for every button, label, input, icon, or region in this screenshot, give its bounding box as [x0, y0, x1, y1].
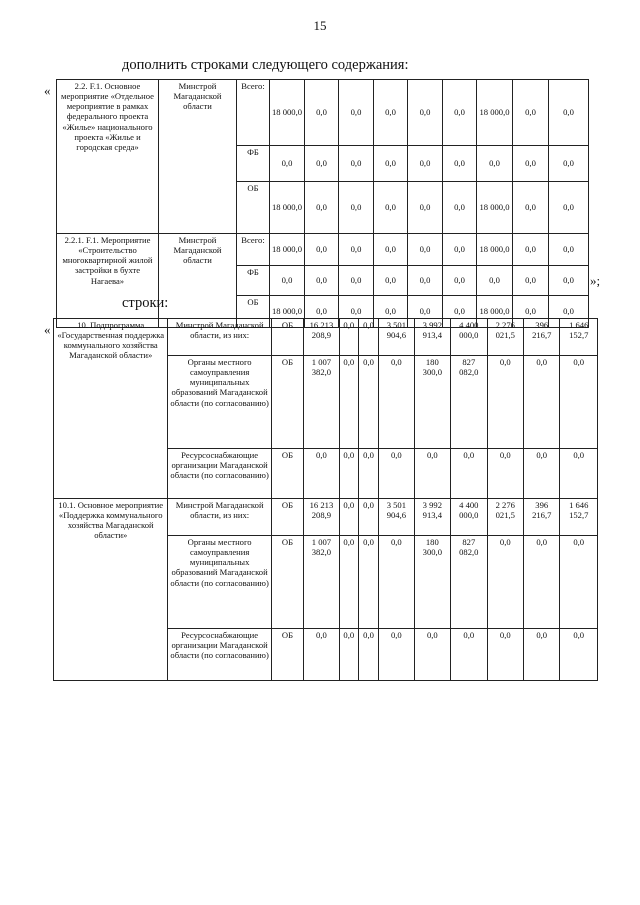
value-cell: 3 992 913,4: [414, 499, 450, 536]
value-cell: 180 300,0: [414, 536, 450, 629]
value-cell: 3 501 904,6: [379, 319, 414, 356]
value-cell: 0,0: [305, 146, 339, 182]
value-cell: 1 646 152,7: [560, 319, 598, 356]
value-cell: 396 216,7: [524, 319, 560, 356]
executor-cell: Органы местного самоуправления муниципальных образований Магаданской области (по согласованию): [168, 536, 271, 629]
value-cell: 0,0: [513, 146, 549, 182]
quote-open-2: «: [44, 322, 51, 337]
value-cell: 0,0: [560, 449, 598, 499]
value-cell: 4 400 000,0: [451, 499, 487, 536]
value-cell: 0,0: [339, 80, 374, 146]
value-cell: 0,0: [358, 356, 378, 449]
value-cell: 0,0: [339, 499, 358, 536]
value-cell: 0,0: [443, 182, 477, 234]
value-cell: 0,0: [408, 182, 443, 234]
value-cell: 16 213 208,9: [304, 499, 339, 536]
value-cell: 0,0: [513, 234, 549, 266]
value-cell: 0,0: [339, 356, 358, 449]
funding-source-cell: Всего:: [237, 80, 270, 146]
value-cell: 1 007 382,0: [304, 356, 339, 449]
value-cell: 0,0: [270, 266, 305, 296]
value-cell: 18 000,0: [477, 296, 513, 328]
value-cell: 1 007 382,0: [304, 536, 339, 629]
funding-source-cell: ОБ: [271, 629, 303, 681]
value-cell: 0,0: [339, 266, 374, 296]
value-cell: 0,0: [305, 234, 339, 266]
value-cell: 0,0: [339, 629, 358, 681]
value-cell: 16 213 208,9: [304, 319, 339, 356]
value-cell: 0,0: [513, 182, 549, 234]
value-cell: 180 300,0: [414, 356, 450, 449]
table-1-body: [57, 80, 589, 328]
funding-source-cell: ФБ: [237, 266, 270, 296]
value-cell: 0,0: [379, 536, 414, 629]
value-cell: 0,0: [339, 449, 358, 499]
value-cell: 0,0: [560, 629, 598, 681]
value-cell: 0,0: [443, 266, 477, 296]
table-1: [56, 79, 589, 328]
value-cell: 3 992 913,4: [414, 319, 450, 356]
value-cell: 0,0: [408, 234, 443, 266]
funding-source-cell: ОБ: [237, 296, 270, 328]
value-cell: 0,0: [513, 296, 549, 328]
value-cell: 0,0: [339, 536, 358, 629]
value-cell: 0,0: [443, 146, 477, 182]
table-row: [54, 499, 598, 536]
value-cell: 0,0: [451, 629, 487, 681]
value-cell: 0,0: [408, 266, 443, 296]
value-cell: 0,0: [487, 449, 523, 499]
value-cell: 0,0: [358, 449, 378, 499]
executor-cell: Органы местного самоуправления муниципальных образований Магаданской области (по согласованию): [168, 356, 271, 449]
value-cell: 827 082,0: [451, 536, 487, 629]
table-row: [57, 80, 589, 146]
value-cell: 0,0: [358, 319, 378, 356]
value-cell: 0,0: [339, 319, 358, 356]
measure-name-cell: 2.2.1. F.1. Мероприятие «Строительство многоквартирной жилой застройки в бухте Нагаева»: [57, 234, 159, 328]
value-cell: 0,0: [339, 234, 374, 266]
program-name-cell: 10.1. Основное мероприятие «Поддержка коммунального хозяйства Магаданской области»: [54, 499, 168, 681]
value-cell: 0,0: [374, 146, 408, 182]
value-cell: 18 000,0: [477, 234, 513, 266]
value-cell: 0,0: [379, 449, 414, 499]
value-cell: 18 000,0: [270, 80, 305, 146]
value-cell: 0,0: [524, 449, 560, 499]
measure-name-cell: 2.2. F.1. Основное мероприятие «Отдельное мероприятие в рамках федерального проекта «Жилье» национального проекта «Жилье и городская среда»: [57, 80, 159, 234]
value-cell: 18 000,0: [270, 182, 305, 234]
value-cell: 18 000,0: [270, 234, 305, 266]
intro-text-1: дополнить строками следующего содержания:: [122, 57, 409, 73]
value-cell: 2 276 021,5: [487, 499, 523, 536]
value-cell: 0,0: [524, 536, 560, 629]
value-cell: 0,0: [374, 296, 408, 328]
value-cell: 0,0: [358, 536, 378, 629]
value-cell: 18 000,0: [477, 80, 513, 146]
table-row: [54, 319, 598, 356]
value-cell: 18 000,0: [477, 182, 513, 234]
value-cell: 0,0: [487, 536, 523, 629]
value-cell: 0,0: [379, 629, 414, 681]
funding-source-cell: ОБ: [271, 449, 303, 499]
value-cell: 0,0: [549, 296, 589, 328]
executor-cell: Минстрой Магаданской области: [159, 234, 237, 328]
executor-cell: Минстрой Магаданской области, из них:: [168, 319, 271, 356]
value-cell: 0,0: [549, 146, 589, 182]
value-cell: 0,0: [408, 296, 443, 328]
value-cell: 0,0: [414, 629, 450, 681]
executor-cell: Минстрой Магаданской области: [159, 80, 237, 234]
funding-source-cell: ФБ: [237, 146, 270, 182]
value-cell: 0,0: [549, 234, 589, 266]
value-cell: 0,0: [305, 182, 339, 234]
table-row: [57, 234, 589, 266]
executor-cell: Ресурсоснабжающие организации Магаданской области (по согласованию): [168, 449, 271, 499]
quote-open-1: «: [44, 83, 51, 98]
value-cell: 0,0: [524, 629, 560, 681]
funding-source-cell: ОБ: [271, 356, 303, 449]
value-cell: 0,0: [374, 266, 408, 296]
funding-source-cell: ОБ: [237, 182, 270, 234]
value-cell: 0,0: [549, 266, 589, 296]
value-cell: 0,0: [549, 182, 589, 234]
table-2-body: [54, 319, 598, 681]
value-cell: 0,0: [560, 536, 598, 629]
value-cell: 827 082,0: [451, 356, 487, 449]
value-cell: 4 400 000,0: [451, 319, 487, 356]
value-cell: 0,0: [477, 266, 513, 296]
table-2: [53, 318, 598, 681]
value-cell: 3 501 904,6: [379, 499, 414, 536]
value-cell: 0,0: [549, 80, 589, 146]
value-cell: 2 276 021,5: [487, 319, 523, 356]
value-cell: 1 646 152,7: [560, 499, 598, 536]
value-cell: 0,0: [305, 80, 339, 146]
funding-source-cell: Всего:: [237, 234, 270, 266]
value-cell: 0,0: [513, 80, 549, 146]
value-cell: 0,0: [414, 449, 450, 499]
value-cell: 0,0: [305, 296, 339, 328]
value-cell: 0,0: [358, 629, 378, 681]
value-cell: 0,0: [513, 266, 549, 296]
value-cell: 0,0: [524, 356, 560, 449]
value-cell: 0,0: [560, 356, 598, 449]
value-cell: 0,0: [339, 296, 374, 328]
value-cell: 0,0: [374, 182, 408, 234]
value-cell: 0,0: [339, 146, 374, 182]
value-cell: 396 216,7: [524, 499, 560, 536]
value-cell: 0,0: [270, 146, 305, 182]
funding-source-cell: ОБ: [271, 499, 303, 536]
value-cell: 0,0: [379, 356, 414, 449]
value-cell: 0,0: [305, 266, 339, 296]
quote-close-1: »;: [590, 273, 601, 288]
funding-source-cell: ОБ: [271, 536, 303, 629]
value-cell: 0,0: [443, 234, 477, 266]
program-name-cell: 10. Подпрограмма «Государственная поддержка коммунального хозяйства Магаданской области»: [54, 319, 168, 499]
page-number: 15: [313, 18, 327, 33]
value-cell: 0,0: [408, 146, 443, 182]
value-cell: 0,0: [477, 146, 513, 182]
executor-cell: Минстрой Магаданской области, из них:: [168, 499, 271, 536]
intro-text-2: строки:: [122, 295, 169, 311]
value-cell: 0,0: [408, 80, 443, 146]
value-cell: 18 000,0: [270, 296, 305, 328]
value-cell: 0,0: [339, 182, 374, 234]
value-cell: 0,0: [374, 80, 408, 146]
value-cell: 0,0: [443, 80, 477, 146]
value-cell: 0,0: [304, 449, 339, 499]
value-cell: 0,0: [374, 234, 408, 266]
value-cell: 0,0: [487, 629, 523, 681]
value-cell: 0,0: [304, 629, 339, 681]
value-cell: 0,0: [487, 356, 523, 449]
value-cell: 0,0: [451, 449, 487, 499]
executor-cell: Ресурсоснабжающие организации Магаданской области (по согласованию): [168, 629, 271, 681]
value-cell: 0,0: [443, 296, 477, 328]
funding-source-cell: ОБ: [271, 319, 303, 356]
value-cell: 0,0: [358, 499, 378, 536]
